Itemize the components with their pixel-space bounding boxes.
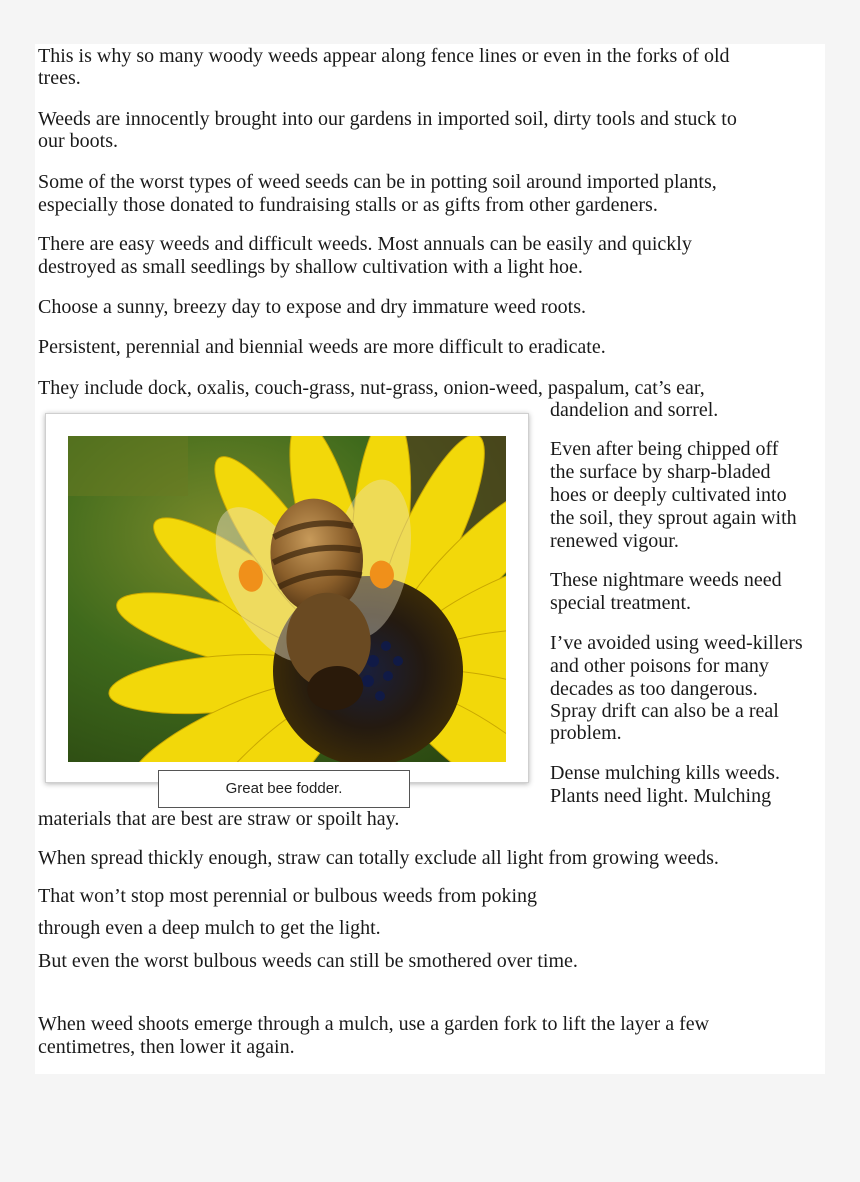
paragraph-line: the surface by sharp-bladed	[550, 461, 771, 483]
paragraph-line: dandelion and sorrel.	[550, 399, 719, 421]
paragraph-line: Some of the worst types of weed seeds can be in potting soil around imported plants,	[38, 171, 717, 193]
paragraph-line: But even the worst bulbous weeds can still be smothered over time.	[38, 950, 578, 972]
paragraph-line: Dense mulching kills weeds.	[550, 762, 780, 784]
bee-on-sunflower-photo	[68, 436, 506, 762]
paragraph-line: special treatment.	[550, 592, 692, 614]
paragraph-line: especially those donated to fundraising stalls or as gifts from other gardeners.	[38, 194, 658, 216]
paragraph-line: problem.	[550, 722, 622, 744]
figure-frame	[45, 413, 529, 783]
paragraph-line: This is why so many woody weeds appear along fence lines or even in the forks of old	[38, 45, 730, 67]
paragraph-line: These nightmare weeds need	[550, 569, 782, 591]
paragraph-line: centimetres, then lower it again.	[38, 1036, 295, 1058]
figure-caption: Great bee fodder.	[158, 770, 410, 808]
paragraph-line: hoes or deeply cultivated into	[550, 484, 787, 506]
paragraph-line: They include dock, oxalis, couch-grass, nut-grass, onion-weed, paspalum, cat’s ear,	[38, 377, 705, 399]
paragraph-line: Spray drift can also be a real	[550, 700, 779, 722]
paragraph-line: Weeds are innocently brought into our gardens in imported soil, dirty tools and stuck to	[38, 108, 737, 130]
paragraph-line: through even a deep mulch to get the light.	[38, 917, 381, 939]
paragraph-line: Choose a sunny, breezy day to expose and dry immature weed roots.	[38, 296, 586, 318]
paragraph-line: our boots.	[38, 130, 118, 152]
paragraph-line: trees.	[38, 67, 81, 89]
paragraph-line: When weed shoots emerge through a mulch, use a garden fork to lift the layer a few	[38, 1013, 710, 1035]
paragraph-line: Even after being chipped off	[550, 438, 779, 460]
paragraph-line: materials that are best are straw or spoilt hay.	[38, 808, 400, 830]
paragraph-line: the soil, they sprout again with	[550, 507, 797, 529]
paragraph-line: That won’t stop most perennial or bulbous weeds from poking	[38, 885, 538, 907]
paragraph-line: destroyed as small seedlings by shallow cultivation with a light hoe.	[38, 256, 583, 278]
paragraph-line: Plants need light. Mulching	[550, 785, 772, 807]
paragraph-line: There are easy weeds and difficult weeds. Most annuals can be easily and quickly	[38, 233, 692, 255]
paragraph-line: renewed vigour.	[550, 530, 679, 552]
paragraph-line: decades as too dangerous.	[550, 678, 758, 700]
paragraph-line: I’ve avoided using weed-killers	[550, 632, 803, 654]
paragraph-line: When spread thickly enough, straw can totally exclude all light from growing weeds.	[38, 847, 719, 869]
paragraph-line: and other poisons for many	[550, 655, 769, 677]
paragraph-line: Persistent, perennial and biennial weeds are more difficult to eradicate.	[38, 336, 606, 358]
